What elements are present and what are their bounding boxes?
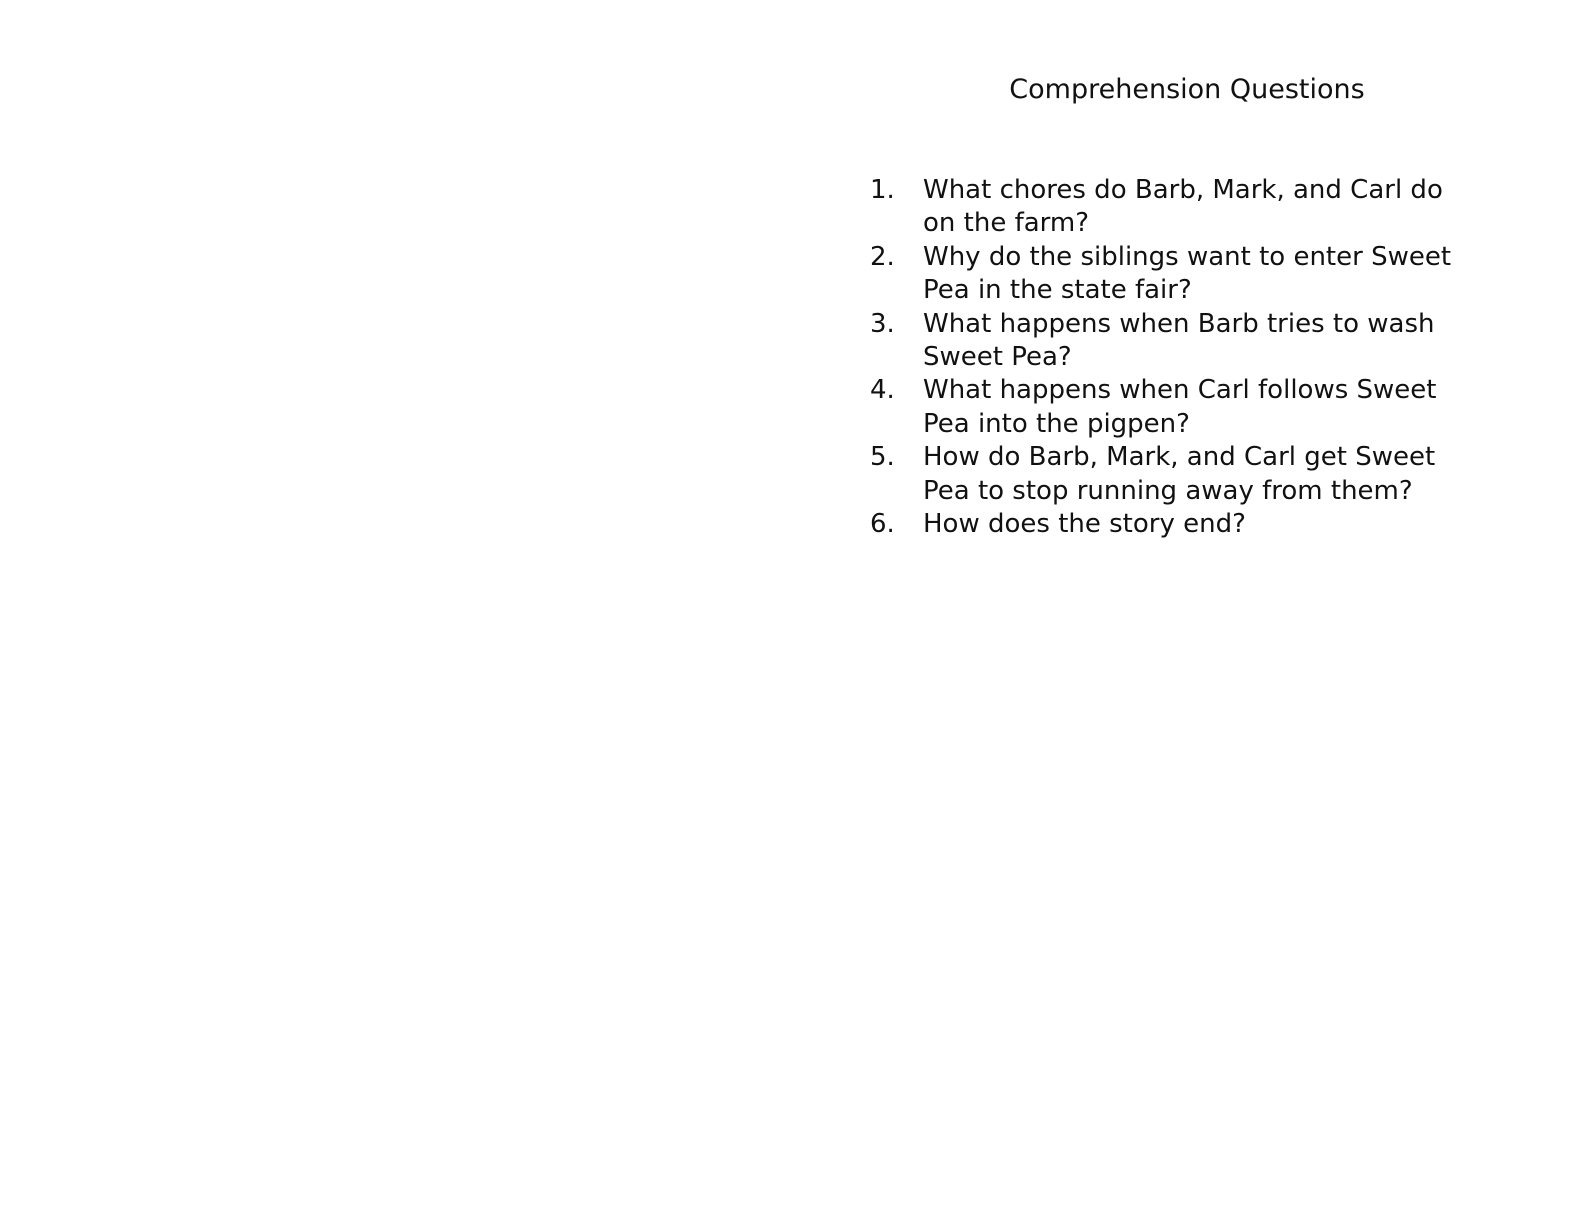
question-number: 1. (870, 175, 895, 205)
question-text: What happens when Carl follows Sweet Pea into the pigpen? (923, 375, 1437, 439)
question-number: 2. (870, 241, 895, 272)
question-item (870, 308, 1480, 375)
question-list (870, 174, 1480, 541)
question-text: What happens when Barb tries to wash Sweet Pea? (923, 308, 1435, 373)
question-number: 4. (870, 375, 895, 406)
question-text: Why do the siblings want to enter Sweet Pea in the state fair? (923, 241, 1452, 306)
question-number: 5. (870, 442, 895, 473)
page-title: Comprehension Questions (1009, 74, 1365, 105)
question-text: How does the story end? (923, 509, 1246, 540)
question-item (870, 508, 1480, 541)
question-item (870, 241, 1480, 308)
question-number: 3. (870, 308, 895, 339)
question-item (870, 374, 1480, 441)
question-item (870, 441, 1480, 508)
comprehension-page (792, 0, 1584, 1224)
question-item (870, 174, 1480, 241)
question-number: 6. (870, 509, 895, 540)
question-text: How do Barb, Mark, and Carl get Sweet Pea to stop running away from them? (923, 442, 1436, 506)
question-text: What chores do Barb, Mark, and Carl do on the farm? (923, 175, 1443, 239)
